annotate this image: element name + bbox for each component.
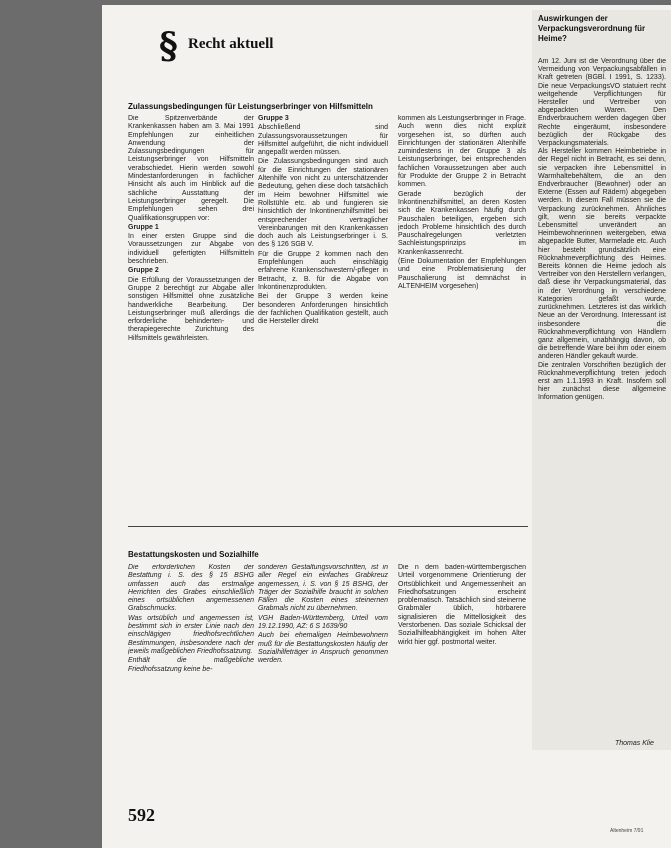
section-heading-bestattung: Bestattungskosten und Sozialhilfe — [128, 550, 259, 559]
section2-col1-paragraph: Die erforderlichen Kosten der Bestattung i. S. des § 15 BSHG umfassen auch das erstmalige Herrichten des Grabes einschließlich eines ortsüblichen angemessenen Grabschmucks. — [128, 564, 254, 613]
section2-column-1 — [128, 564, 254, 764]
sidebar-paragraph: Als Hersteller kommen Heimbetriebe in der Regel nicht in Betracht, es sei denn, sie verpacken ihre Lebensmittel in Warmhaltebehältern, die an den Endverbraucher (Bewohner) oder an Externe (Essen auf Rädern) abgegeben werden. In diesem Fall müssen sie die Verpackung zurücknehmen. Ähnliches gilt, wenn sie bereits verpackte Lebensmittel unverändert an Heimbewohnerinnen weitergeben, etwa abgepackte Butter, Marmelade etc. Auch hier besteht grundsätzlich eine Rücknahmeverpflichtung des Heimes. Bereits können die Heime jedoch als Vertreiber von den Herstellern verlangen, daß diese ihr Verpackungsmaterial, das in der Verordnung in verschiedene Kategorien gefaßt wurde, zurücknehmen. Letzteres ist das wirklich Neue an der Verordnung. Interessant ist insbesondere die Rücknahmeverpflichtung von Händlern ganz allgemein, unabhängig davon, ob die betreffende Ware bei ihm oder einem anderen Händler gekauft wurde. — [538, 148, 666, 361]
section1-col2-paragraph: Die Zulassungsbedingungen sind auch für die Einrichtungen der stationären Altenhilfe von nicht zu unterschätzender Bedeutung, gehen diese doch tatsächlich im Heim bewohner Hilfsmittel wie Rollstühle etc. ab und fungieren sie hinsichtlich der Inkontinenzhilfsmittel bei entsprechender vertraglicher Vereinbarungen mit den Krankenkassen doch auch als Leistungserbringer i. S. des § 126 SGB V. — [258, 158, 388, 249]
section1-col3-paragraph: Gerade bezüglich der Inkontinenzhilfsmittel, an deren Kosten sich die Krankenkassen häufig durch Pauschalen beteiligen, ergeben sich jedoch Probleme hinsichtlich des durch Pauschalregelungen verletzten Sachleistungsprinzips im Krankenkassenrecht. — [398, 190, 526, 256]
section1-col2-paragraph: Für die Gruppe 2 kommen nach den Empfehlungen auch einschlägig erfahrene Krankenschwestern/-pfleger in Betracht, z. B. für die Abgabe von Inkontinenzprodukten. — [258, 250, 388, 291]
footer-note: Altenheim 7/91 — [610, 828, 644, 834]
section1-column-2 — [258, 115, 388, 495]
section1-col1-paragraph: Die Spitzenverbände der Krankenkassen haben am 3. Mai 1991 Empfehlungen zur einheitlichen Anwendung der Zulassungsbedingungen für Leistungserbringer von Hilfsmitteln verabschiedet. Hierin werden sowohl Mindestanforderungen in fachlicher Hinsicht als auch im Hinblick auf die sächliche Ausstattung der Leistungserbringer geregelt. Die Empfehlungen sehen drei Qualifikationsgruppen vor: — [128, 115, 254, 222]
section2-column-2 — [258, 564, 388, 764]
section1-col3-paragraph: kommen als Leistungserbringer in Frage. Auch wenn dies nicht explizit vorgesehen ist, so dürften auch Einrichtungen der stationären Altenhilfe zumindestens in der Gruppe 3 als Leistungserbringer, bei entsprechenden fachlichen Voraussetzungen aber auch für Produkte der Gruppe 2 in Betracht kommen. — [398, 115, 526, 189]
section2-col2-paragraph: VGH Baden-Württemberg, Urteil vom 19.12.1990, AZ: 6 S 1639/90 — [258, 614, 388, 631]
sidebar-paragraph: Die zentralen Vorschriften bezüglich der Rücknahmeverpflichtung treten jedoch erst am 1.1.1993 in Kraft. Insofern soll hier zunächst diese allgemeine Information genügen. — [538, 361, 666, 402]
section2-col3-paragraph: Die n dem baden-württembergischen Urteil vorgenommene Orientierung der Ortsüblichkeit und Angemessenheit an Friedhofsatzungen erscheint problematisch. Tatsächlich sind steinerne Grabmäler üblich, hörbarere signalisieren die Mittellosigkeit des Verstorbenen. Das soziale Schicksal der Sozialhilfeabhängigkeit im hohen Alter wirkt hier ggf. postmortal weiter. — [398, 564, 526, 646]
section1-col2-paragraph: Bei der Gruppe 3 werden keine besonderen Anforderungen hinsichtlich der fachlichen Qualifikation gestellt, auch die Hersteller direkt — [258, 293, 388, 326]
section2-column-3 — [398, 564, 526, 764]
sidebar-body — [538, 58, 666, 738]
sidebar-heading: Auswirkungen der Verpackungsverordnung für Heime? — [538, 14, 646, 43]
section-heading-zulassung: Zulassungsbedingungen für Leistungserbringer von Hilfsmitteln — [128, 102, 373, 111]
page-number: 592 — [128, 805, 155, 825]
section1-col1-paragraph: Gruppe 1 — [128, 223, 159, 231]
section1-col1-paragraph: In einer ersten Gruppe sind die Voraussetzungen zur Abgabe von individuell gefertigten Hilfsmitteln beschrieben. — [128, 233, 254, 266]
section1-col1-paragraph: Gruppe 2 — [128, 267, 159, 275]
page-title: Recht aktuell — [188, 36, 274, 52]
section1-col2-paragraph: Abschließend sind Zulassungsvoraussetzungen für Hilfsmittel aufgeführt, die nicht individuell angepaßt werden müssen. — [258, 124, 388, 157]
paragraph-section-icon: § — [159, 25, 178, 67]
section1-col2-paragraph: Gruppe 3 — [258, 115, 289, 122]
section2-col2-paragraph: Auch bei ehemaligen Heimbewohnern muß für die Bestattungskosten häufig der Sozialhilfeträger in Anspruch genommen werden. — [258, 632, 388, 665]
sidebar-author: Thomas Klie — [615, 740, 654, 747]
section1-col1-paragraph: Die Erfüllung der Voraussetzungen der Gruppe 2 berechtigt zur Abgabe aller sonstigen Hilfsmittel ohne zusätzliche handwerkliche Bearbeitung. Der Leistungserbringer muß allerdings die erforderliche behinderten- und therapiegerechte Zurichtung des Hilfsmittels gewährleisten. — [128, 276, 254, 342]
section1-column-1 — [128, 115, 254, 495]
section2-col2-paragraph: sonderen Gestaltungsvorschriften, ist in aller Regel ein einfaches Grabkreuz angemessen, i. S. von § 15 BSHG, der Träger der Sozialhilfe braucht in solchen Fällen die Kosten eines steinernen Grabmals nicht zu übernehmen. — [258, 564, 388, 613]
section2-col1-paragraph: Was ortsüblich und angemessen ist, bestimmt sich in erster Linie nach den einschlägigen friedhofsrechtlichen Bestimmungen, insbesondere nach der jeweils maßgeblichen Friedhofssatzung. — [128, 614, 254, 655]
section1-col3-paragraph: (Eine Dokumentation der Empfehlungen und eine Problematisierung der Pauschalierung ist demnächst in ALTENHEIM vorgesehen) — [398, 258, 526, 290]
section1-column-3 — [398, 115, 526, 495]
sidebar-paragraph: Am 12. Juni ist die Verordnung über die Vermeidung von Verpackungsabfällen in Kraft getreten (BGBl. I 1991, S. 1233). Die neue VerpackungsVO statuiert recht weitgehende Verpflichtungen für Hersteller und Vertreiber von abgepackten Waren. Den Endverbrauchern werden dagegen über Rechte eingeräumt, insbesondere bezüglich der Rückgabe des Verpackungsmaterials. — [538, 58, 666, 148]
section2-col1-paragraph: Enthält die maßgebliche Friedhofssatzung keine be- — [128, 657, 254, 673]
section-divider — [128, 526, 528, 527]
